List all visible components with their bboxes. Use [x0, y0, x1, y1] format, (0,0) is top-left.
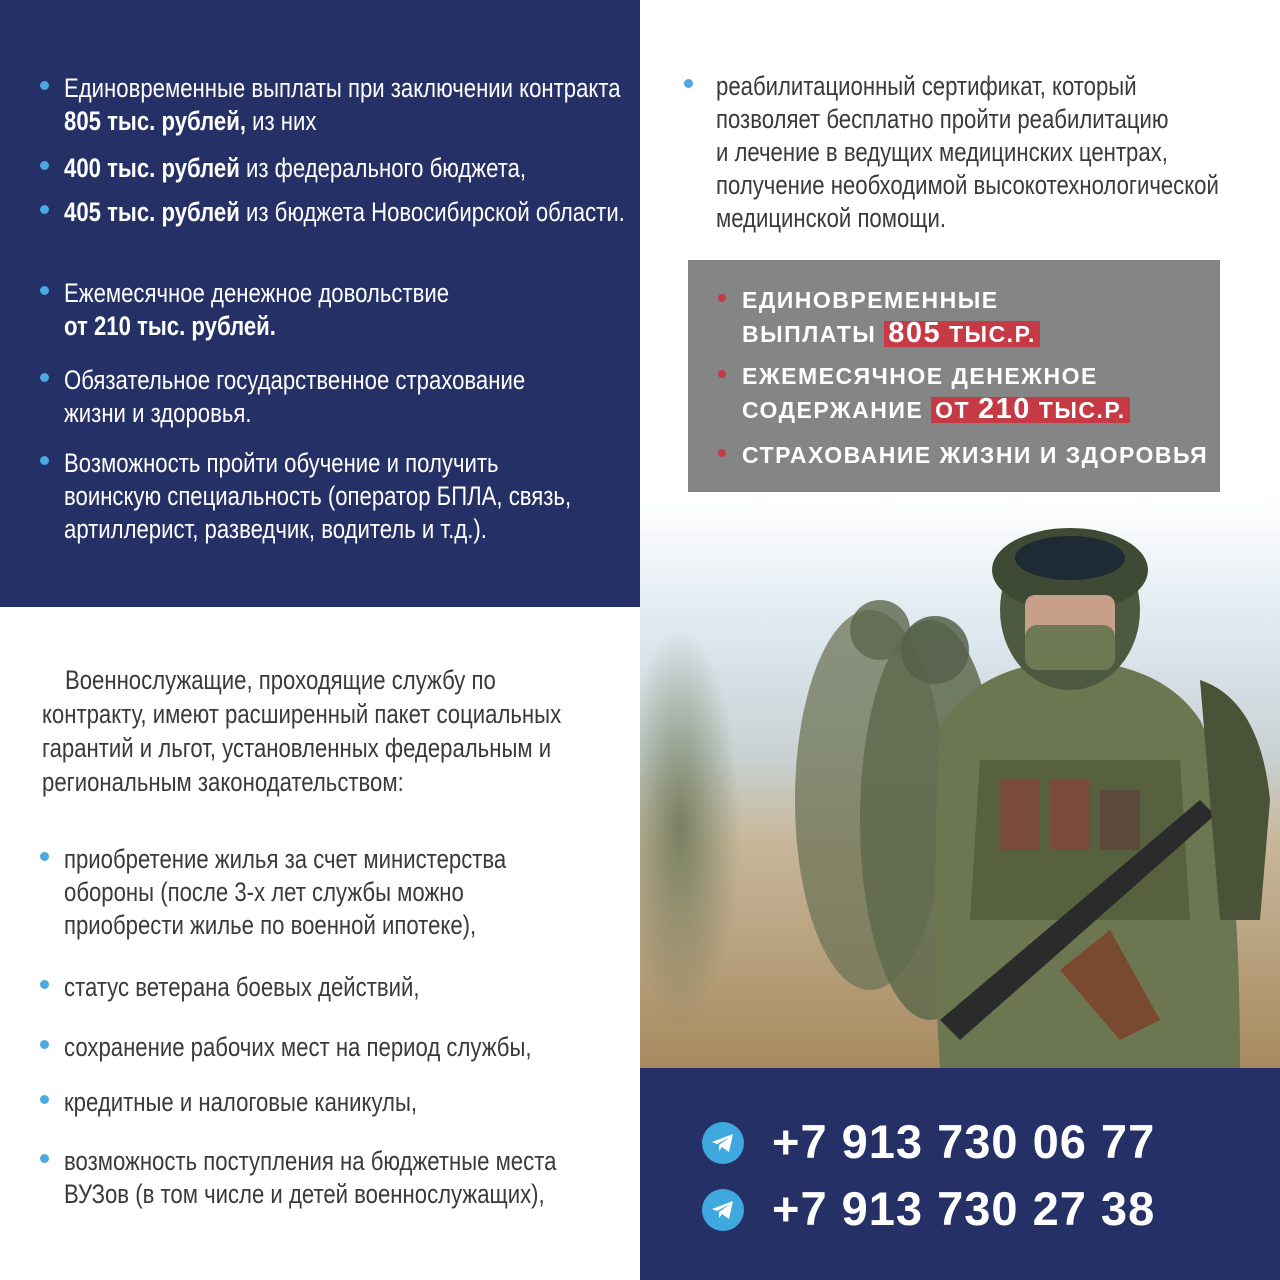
- bullet-dot: [684, 79, 693, 88]
- bullet-dot: [40, 852, 49, 861]
- bullet-dot: [718, 449, 726, 457]
- benefits-panel-bottom-left: Военнослужащие, проходящие службу по контракту, имеют расширенный пакет социальных гарантий и льгот, установленных федеральным и региональным законодательством: приобретение жилья за счет министерства обороны (после 3-х лет службы можно приобрести жилье по военной ипотеке), статус ветерана боевых действий, сохранение рабочих мест на период службы, кредитные и налоговые каникулы, возможность поступления на бюджетные места ВУЗов (в том числе и детей военнослужащих),: [0, 607, 640, 1280]
- bullet-dot: [40, 1095, 49, 1104]
- contacts-panel: [640, 1068, 1280, 1280]
- monthly-highlight: ОТ 210 ТЫС.Р.: [931, 397, 1129, 423]
- phone-number[interactable]: +7 913 730 27 38: [772, 1182, 1156, 1235]
- federal-amount: 400 тыс. рублей: [64, 153, 240, 183]
- payment-rest: из них: [245, 106, 317, 136]
- allowance-amount: от 210 тыс. рублей.: [64, 311, 276, 341]
- bullet-dot: [40, 980, 49, 989]
- bullet-dot: [718, 370, 726, 378]
- summary-box: ЕДИНОВРЕМЕННЫЕ ВЫПЛАТЫ 805 ТЫС.Р. ЕЖЕМЕСЯЧНОЕ ДЕНЕЖНОЕ СОДЕРЖАНИЕ ОТ 210 ТЫС.Р. СТРАХОВАНИЕ ЖИЗНИ И ЗДОРОВЬЯ: [688, 260, 1220, 492]
- telegram-icon[interactable]: [702, 1122, 744, 1164]
- payment-text: Единовременные выплаты при заключении контракта: [64, 73, 621, 103]
- bullet-dot: [718, 294, 726, 302]
- bullet-dot: [40, 456, 49, 465]
- benefits-panel-top-left: Единовременные выплаты при заключении контракта 805 тыс. рублей, из них 400 тыс. рублей из федерального бюджета, 405 тыс. рублей из бюджета Новосибирской области. Ежемесячное денежное довольствие от 210 тыс. рублей. Обязательное государственное страхование жизни и здоровья. Возможность пройти обучение и получить воинскую специальность (оператор БПЛА, связь, артиллерист, разведчик, водитель и т.д.).: [0, 0, 640, 607]
- phone-number[interactable]: +7 913 730 06 77: [772, 1115, 1156, 1168]
- bullet-dot: [40, 161, 49, 170]
- bullet-dot: [40, 286, 49, 295]
- allowance-text: Ежемесячное денежное довольствие: [64, 278, 450, 308]
- bullet-dot: [40, 1040, 49, 1049]
- federal-text: из федерального бюджета,: [239, 153, 527, 183]
- bullet-dot: [40, 81, 49, 90]
- payment-highlight: 805 ТЫС.Р.: [884, 321, 1040, 347]
- regional-amount: 405 тыс. рублей: [64, 197, 240, 227]
- regional-text: из бюджета Новосибирской области.: [239, 197, 625, 227]
- bullet-dot: [40, 373, 49, 382]
- benefits-panel-top-right: реабилитационный сертификат, который позволяет бесплатно пройти реабилитацию и лечение в ведущих медицинских центрах, получение необходимой высокотехнологической медицинской помощи.: [640, 0, 1280, 510]
- intro-paragraph: Военнослужащие, проходящие службу по контракту, имеют расширенный пакет социальных гарантий и льгот, установленных федеральным и региональным законодательством:: [42, 665, 562, 797]
- soldier-photo: [640, 500, 1280, 1068]
- bullet-dot: [40, 205, 49, 214]
- payment-amount: 805 тыс. рублей,: [64, 106, 246, 136]
- soldier-illustration: [640, 500, 1280, 1068]
- telegram-icon[interactable]: [702, 1189, 744, 1231]
- bullet-dot: [40, 1154, 49, 1163]
